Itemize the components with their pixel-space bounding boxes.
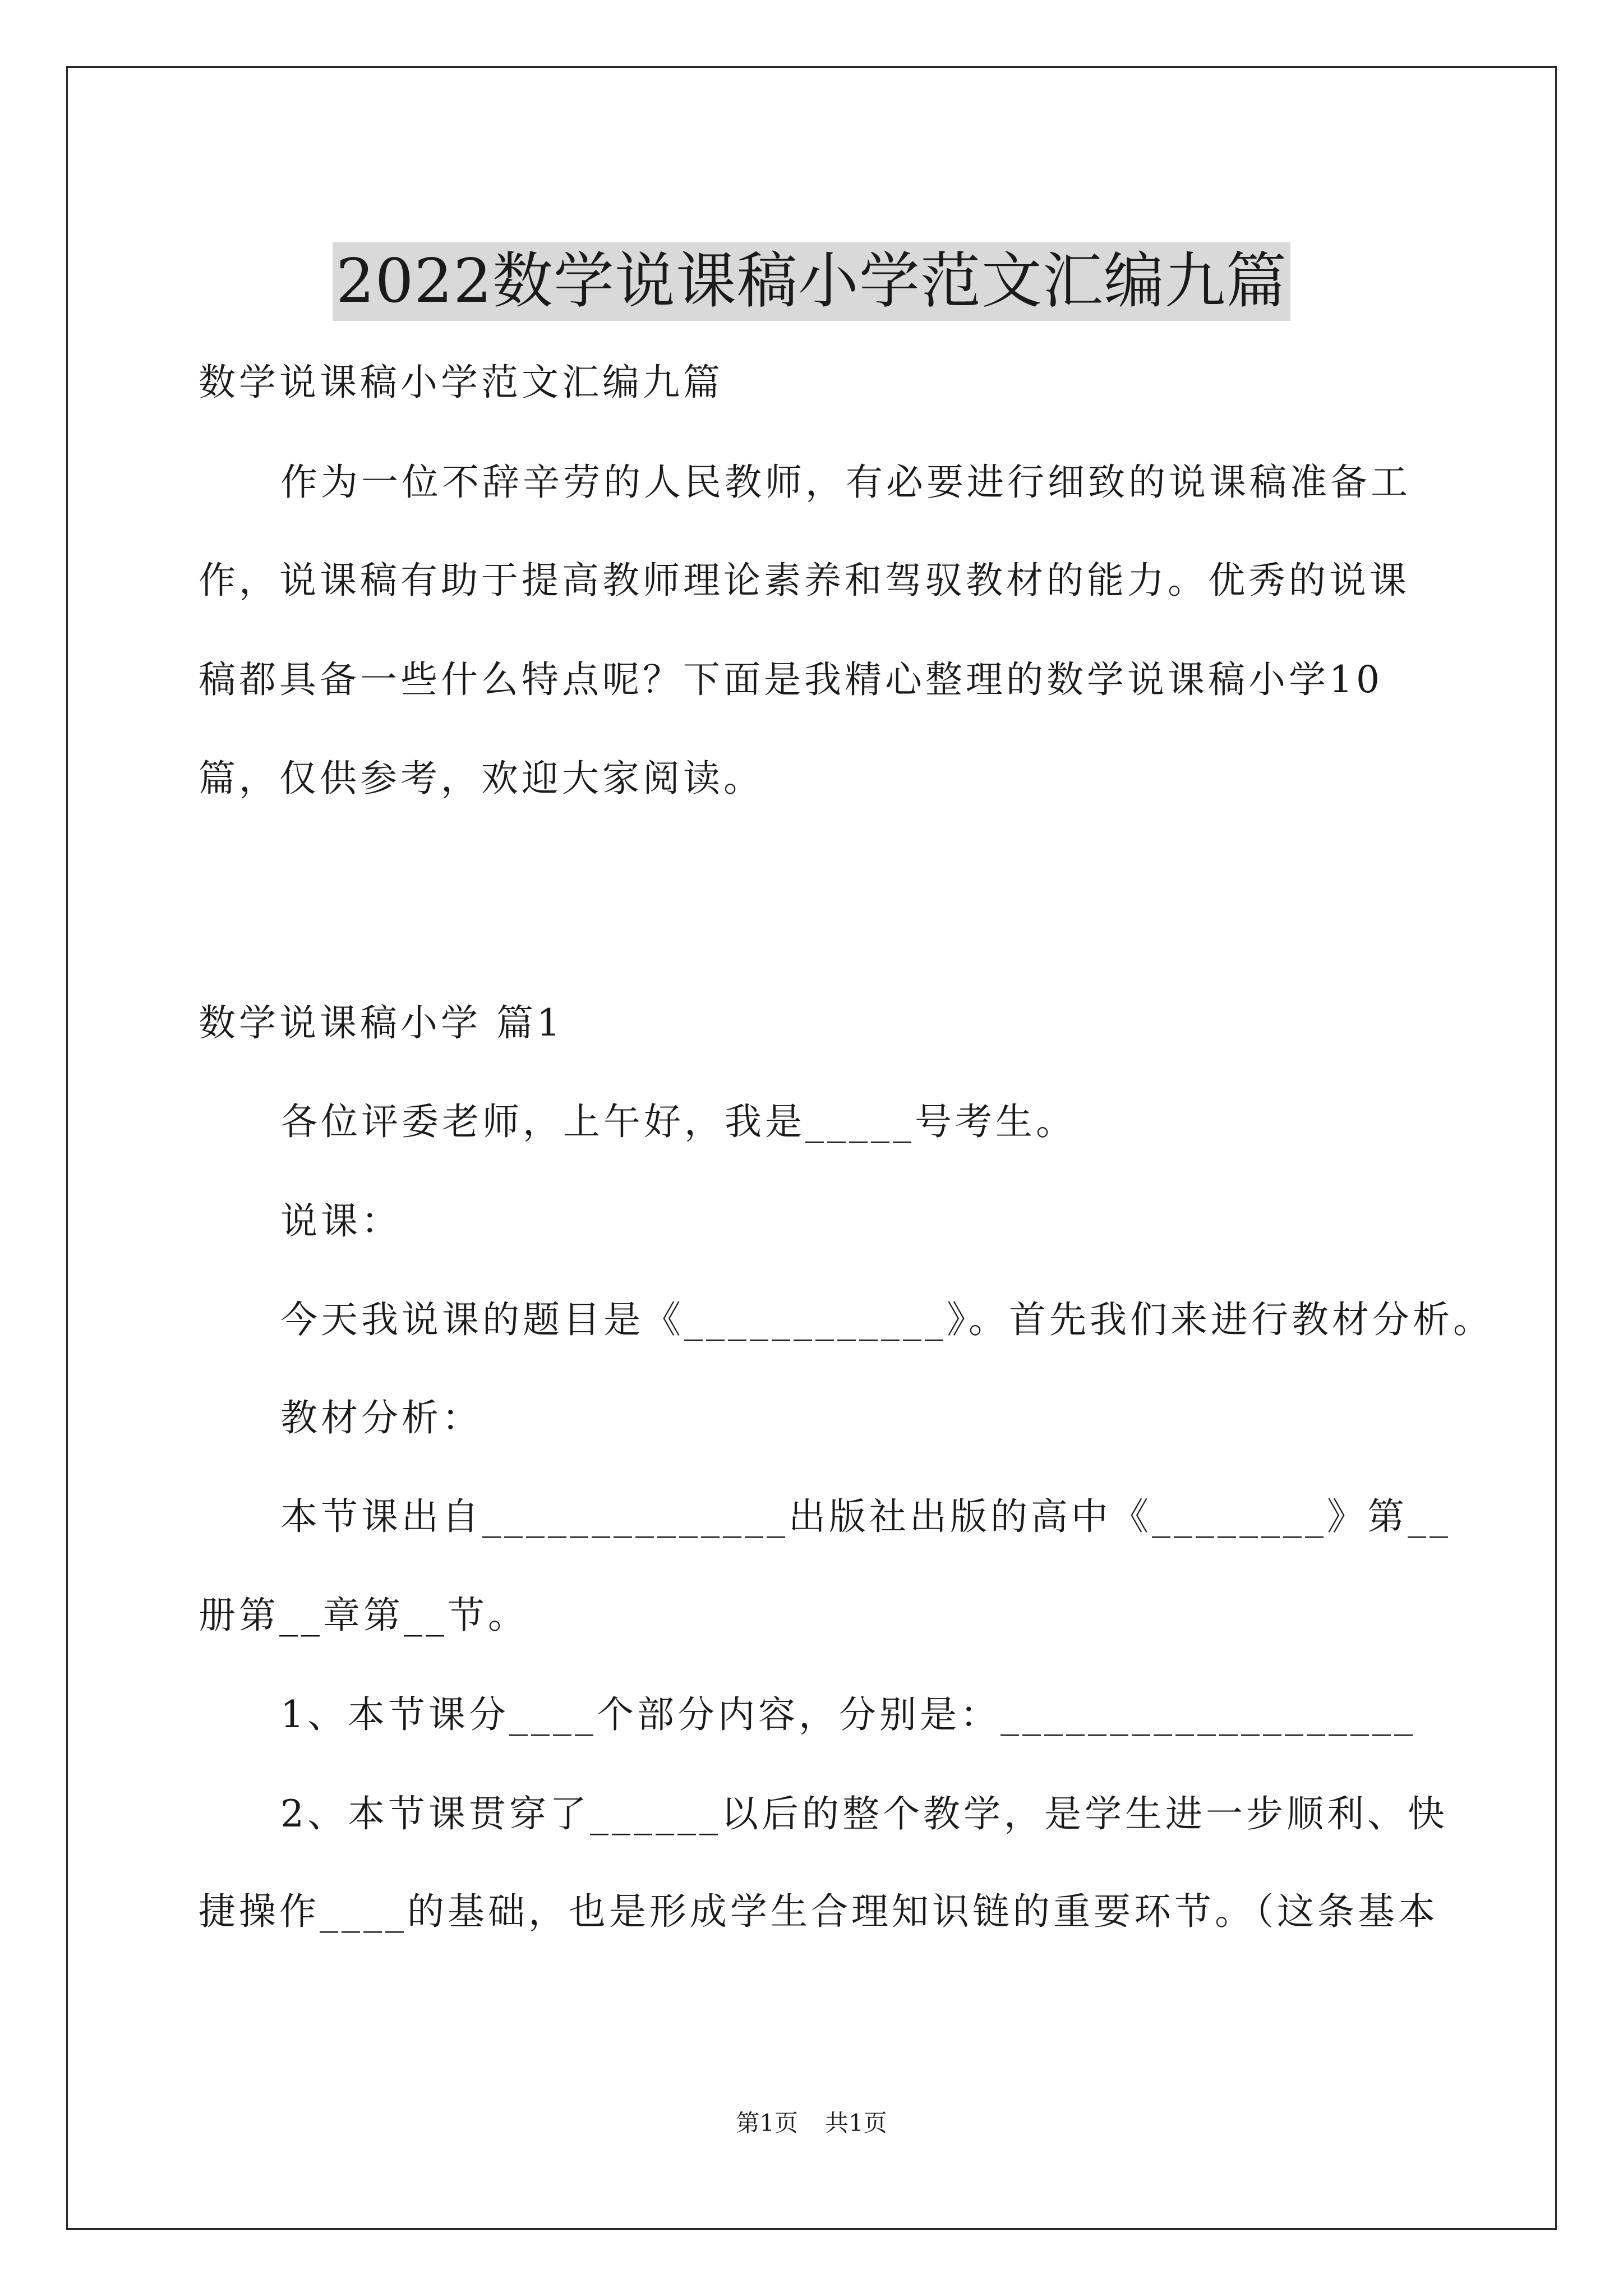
body-line-2: 说课： (280, 1199, 402, 1243)
body-line-9: 捷操作____的基础，也是形成学生合理知识链的重要环节。（这条基本 (199, 1890, 1438, 1933)
page-number-current: 第1页 (736, 2109, 798, 2137)
intro-line-2: 作，说课稿有助于提高教师理论素养和驾驭教材的能力。优秀的说课 (199, 559, 1410, 602)
body-line-8: 2、本节课贯穿了______以后的整个教学，是学生进一步顺利、快 (280, 1792, 1448, 1835)
section-heading: 数学说课稿小学 篇1 (199, 1001, 564, 1045)
page-footer (0, 2106, 1623, 2140)
body-line-4: 教材分析： (280, 1396, 482, 1439)
intro-line-4: 篇，仅供参考，欢迎大家阅读。 (199, 757, 764, 800)
body-line-3: 今天我说课的题目是《____________》。首先我们来进行教材分析。 (280, 1298, 1493, 1341)
intro-line-3: 稿都具备一些什么特点呢？下面是我精心整理的数学说课稿小学10 (199, 658, 1383, 701)
title-container (0, 202, 1623, 362)
intro-line-1: 作为一位不辞辛劳的人民教师，有必要进行细致的说课稿准备工 (280, 461, 1411, 504)
document-title: 2022数学说课稿小学范文汇编九篇 (333, 242, 1290, 321)
body-line-5: 本节课出自______________出版社出版的高中《________》第__ (280, 1495, 1451, 1538)
body-line-6: 册第__章第__节。 (199, 1594, 528, 1637)
body-line-1: 各位评委老师，上午好，我是_____号考生。 (280, 1100, 1076, 1143)
body-line-7: 1、本节课分____个部分内容，分别是：___________________ (280, 1693, 1416, 1736)
document-subtitle: 数学说课稿小学范文汇编九篇 (199, 361, 723, 404)
page-number-total: 共1页 (825, 2109, 887, 2137)
